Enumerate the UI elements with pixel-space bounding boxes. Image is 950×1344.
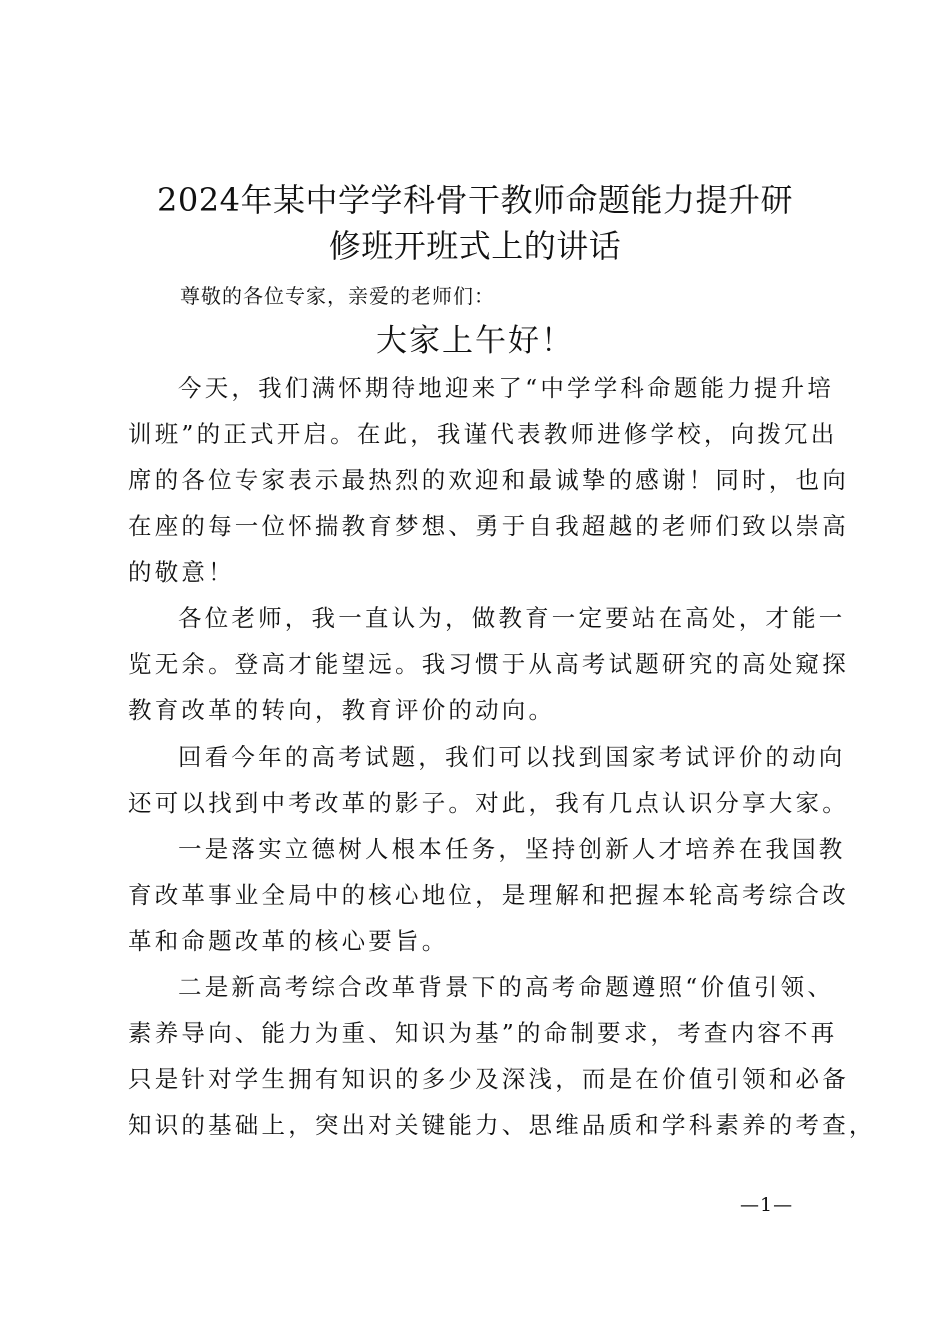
paragraph-4-line-3: 革和命题改革的核心要旨。: [128, 927, 449, 955]
document-title-line-2: 修班开班式上的讲话: [328, 227, 622, 265]
paragraph-3-line-1: 回看今年的高考试题，我们可以找到国家考试评价的动向: [178, 743, 846, 771]
paragraph-2-line-3: 教育改革的转向，教育评价的动向。: [128, 696, 556, 724]
paragraph-2-line-1: 各位老师，我一直认为，做教育一定要站在高处，才能一: [178, 604, 846, 632]
paragraph-5-line-4: 知识的基础上，突出对关键能力、思维品质和学科素养的考查，: [128, 1111, 876, 1139]
greeting: 大家上午好！: [376, 323, 574, 359]
paragraph-1-line-5: 的敬意！: [128, 558, 235, 586]
paragraph-1-line-4: 在座的每一位怀揣教育梦想、勇于自我超越的老师们致以崇高: [128, 512, 849, 540]
paragraph-1-line-2: 训班”的正式开启。在此，我谨代表教师进修学校，向拨冗出: [128, 420, 838, 448]
document-title-line-1: 2024年某中学学科骨干教师命题能力提升研: [157, 181, 793, 219]
salutation: 尊敬的各位专家，亲爱的老师们：: [180, 284, 495, 308]
paragraph-1-line-1: 今天，我们满怀期待地迎来了“中学学科命题能力提升培: [178, 374, 835, 402]
paragraph-5-line-3: 只是针对学生拥有知识的多少及深浅，而是在价值引领和必备: [128, 1065, 849, 1093]
paragraph-2-line-2: 览无余。登高才能望远。我习惯于从高考试题研究的高处窥探: [128, 650, 849, 678]
paragraph-5-line-2: 素养导向、能力为重、知识为基”的命制要求，考查内容不再: [128, 1019, 838, 1047]
paragraph-4-line-2: 育改革事业全局中的核心地位，是理解和把握本轮高考综合改: [128, 881, 849, 909]
paragraph-5-line-1: 二是新高考综合改革背景下的高考命题遵照“价值引领、: [178, 973, 835, 1001]
paragraph-3-line-2: 还可以找到中考改革的影子。对此，我有几点认识分享大家。: [128, 789, 849, 817]
paragraph-1-line-3: 席的各位专家表示最热烈的欢迎和最诚挚的感谢！同时，也向: [128, 466, 849, 494]
page-number: —1—: [740, 1194, 794, 1216]
paragraph-4-line-1: 一是落实立德树人根本任务，坚持创新人才培养在我国教: [178, 835, 846, 863]
